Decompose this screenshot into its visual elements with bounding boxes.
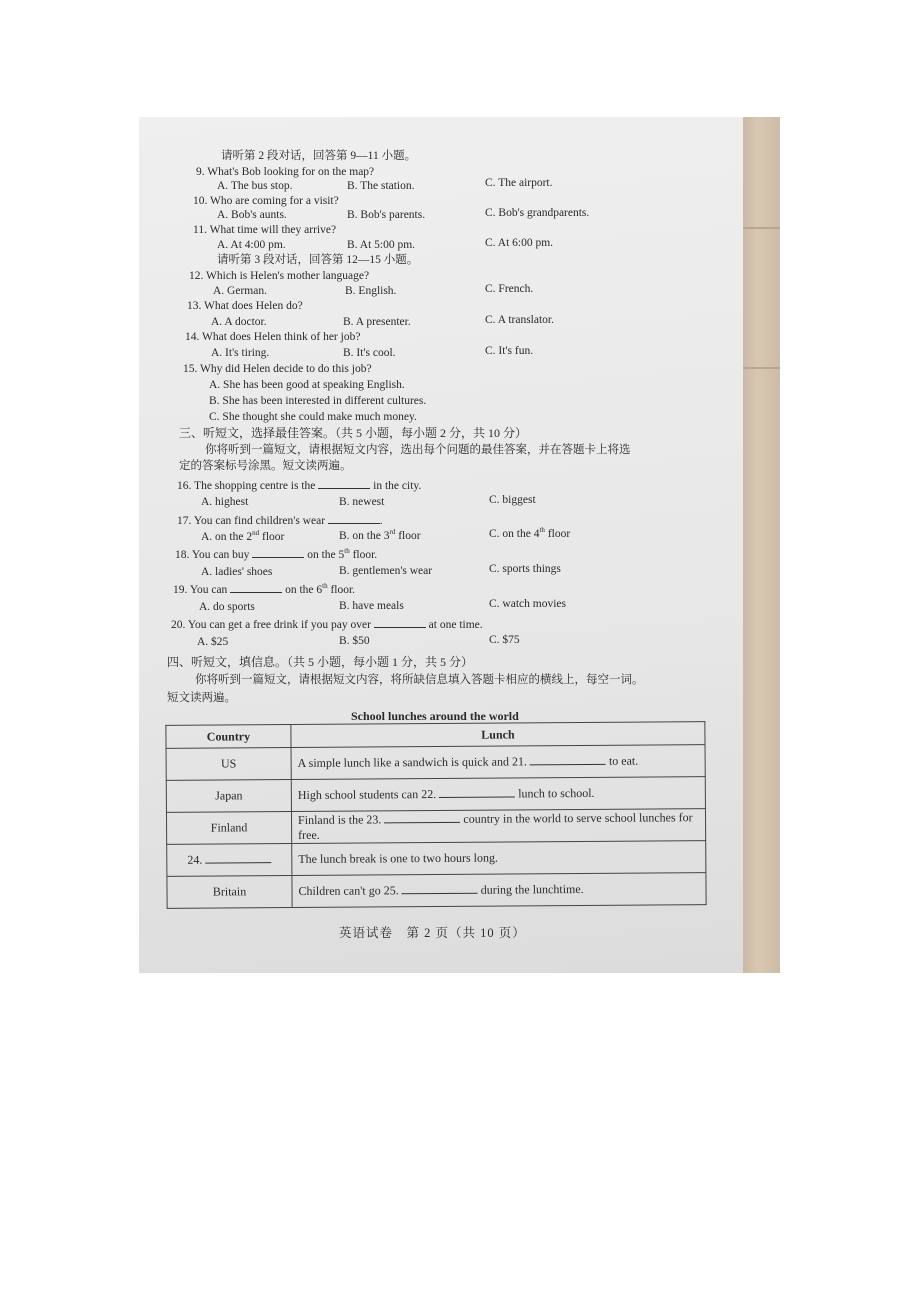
blank-23 — [384, 811, 460, 823]
dialogue-2-instruction: 请听第 2 段对话，回答第 9—11 小题。 — [221, 150, 417, 162]
q18-option-c: C. sports things — [489, 563, 561, 575]
blank-21 — [530, 754, 606, 766]
q12-option-c: C. French. — [485, 283, 534, 295]
section-3-heading: 三、听短文，选择最佳答案。（共 5 小题，每小题 2 分，共 10 分） — [179, 426, 528, 440]
lunch-cell: The lunch break is one to two hours long. — [292, 841, 706, 876]
background-edge — [743, 117, 780, 973]
q14-option-c: C. It's fun. — [485, 345, 534, 357]
q14-option-b: B. It's cool. — [343, 347, 396, 359]
q16-option-b: B. newest — [339, 496, 385, 508]
q9-option-a: A. The bus stop. — [217, 180, 293, 192]
q13-option-a: A. A doctor. — [211, 316, 267, 328]
country-cell: Japan — [166, 780, 291, 813]
country-cell: 24. — [167, 844, 292, 877]
q9-option-b: B. The station. — [347, 180, 415, 192]
question-16 — [177, 478, 421, 493]
q18-option-b: B. gentlemen's wear — [339, 565, 433, 577]
q13-option-c: C. A translator. — [485, 314, 554, 326]
q16-blank — [318, 478, 370, 489]
q17-option-b: B. on the 3rd floor — [339, 528, 421, 542]
question-10: 10. Who are coming for a visit? — [193, 195, 339, 207]
table-title: School lunches around the world — [351, 709, 519, 723]
question-13: 13. What does Helen do? — [187, 300, 303, 312]
blank-25 — [402, 883, 478, 895]
q12-option-b: B. English. — [345, 285, 397, 297]
section-4-instruction-1: 你将听到一篇短文，请根据短文内容，将所缺信息填入答题卡相应的横线上，每空一词。 — [195, 674, 644, 686]
table-row — [167, 873, 706, 909]
exam-photo — [139, 117, 780, 973]
exam-page — [139, 117, 743, 973]
q15-option-c: C. She thought she could make much money. — [209, 411, 417, 423]
lunch-cell: High school students can 22. lunch to school. — [291, 777, 705, 812]
q18-blank — [252, 547, 304, 558]
question-11: 11. What time will they arrive? — [193, 224, 337, 236]
table-row — [166, 777, 705, 813]
country-cell: Finland — [166, 812, 291, 845]
table-row — [166, 809, 705, 845]
lunch-cell: Finland is the 23. country in the world to serve school lunches for free. — [291, 809, 705, 844]
question-14: 14. What does Helen think of her job? — [185, 331, 361, 343]
q16-prefix: 16. The shopping centre is the — [177, 480, 319, 492]
question-15: 15. Why did Helen decide to do this job? — [183, 363, 372, 375]
blank-22 — [439, 786, 515, 798]
q19-option-b: B. have meals — [339, 600, 404, 612]
question-18: 18. You can buy on the 5th floor. — [175, 547, 378, 561]
country-cell: US — [166, 748, 291, 781]
q10-option-a: A. Bob's aunts. — [217, 209, 287, 221]
question-12: 12. Which is Helen's mother language? — [189, 270, 370, 282]
dialogue-3-instruction: 请听第 3 段对话，回答第 12—15 小题。 — [217, 254, 419, 266]
q11-option-c: C. At 6:00 pm. — [485, 237, 554, 249]
q16-suffix: in the city. — [370, 480, 422, 492]
q17-option-a: A. on the 2nd floor — [201, 529, 285, 543]
q12-option-a: A. German. — [213, 285, 267, 297]
table-row — [167, 841, 706, 877]
lunch-cell: A simple lunch like a sandwich is quick and 21. to eat. — [291, 745, 705, 780]
q15-option-a: A. She has been good at speaking English. — [209, 379, 405, 391]
country-cell: Britain — [167, 876, 292, 909]
q13-option-b: B. A presenter. — [343, 316, 411, 328]
question-20: 20. You can get a free drink if you pay over at one time. — [171, 619, 483, 631]
question-19: 19. You can on the 6th floor. — [173, 582, 356, 596]
q17-suffix: . — [379, 515, 383, 527]
q11-option-a: A. At 4:00 pm. — [217, 239, 286, 251]
header-lunch: Lunch — [291, 722, 705, 748]
q16-option-a: A. highest — [201, 496, 249, 508]
q19-option-a: A. do sports — [199, 601, 255, 613]
q10-option-b: B. Bob's parents. — [347, 209, 426, 221]
q19-option-c: C. watch movies — [489, 598, 566, 610]
q16-option-c: C. biggest — [489, 494, 536, 506]
q18-option-a: A. ladies' shoes — [201, 566, 273, 578]
q20-option-b: B. $50 — [339, 635, 370, 647]
q9-option-c: C. The airport. — [485, 177, 553, 189]
blank-24 — [205, 852, 271, 863]
q10-option-c: C. Bob's grandparents. — [485, 207, 590, 219]
question-17 — [177, 513, 383, 528]
q20-option-a: A. $25 — [197, 636, 229, 648]
section-4-heading: 四、听短文，填信息。（共 5 小题，每小题 1 分，共 5 分） — [167, 655, 474, 669]
table-row — [166, 745, 705, 781]
school-lunches-table — [165, 721, 706, 909]
section-3-instruction-1: 你将听到一篇短文，请根据短文内容，选出每个问题的最佳答案，并在答题卡上将选 — [205, 444, 631, 456]
q19-blank — [230, 582, 282, 593]
header-country: Country — [166, 725, 291, 749]
q17-prefix: 17. You can find children's wear — [177, 515, 328, 527]
question-9: 9. What's Bob looking for on the map? — [196, 166, 375, 178]
section-3-instruction-2: 定的答案标号涂黑。短文读两遍。 — [179, 460, 352, 472]
q14-option-a: A. It's tiring. — [211, 347, 270, 359]
q20-option-c: C. $75 — [489, 634, 520, 646]
section-4-instruction-2: 短文读两遍。 — [167, 692, 236, 704]
q17-option-c: C. on the 4th floor — [489, 526, 571, 540]
q11-option-b: B. At 5:00 pm. — [347, 239, 416, 251]
q15-option-b: B. She has been interested in different cultures. — [209, 395, 427, 407]
q17-blank — [328, 513, 380, 524]
q20-blank — [374, 617, 426, 628]
lunch-cell: Children can't go 25. during the lunchtime. — [292, 873, 706, 908]
page-footer: 英语试卷 第 2 页（共 10 页） — [339, 926, 526, 940]
